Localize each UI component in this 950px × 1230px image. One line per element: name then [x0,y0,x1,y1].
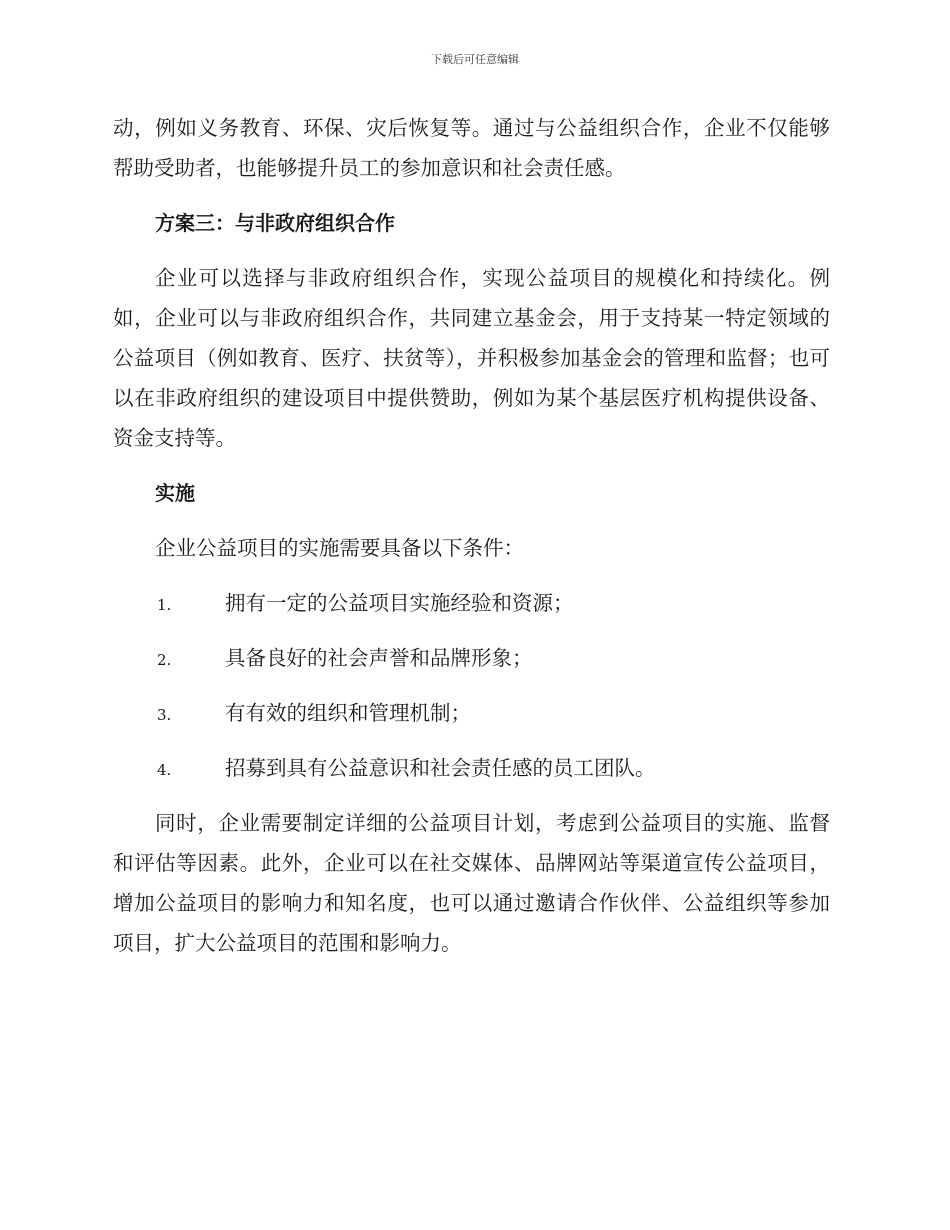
conditions-list [113,583,830,803]
list-item-number: 1. [157,596,172,614]
list-item-number: 4. [157,761,172,779]
list-item [113,583,830,638]
list-item-text: 招募到具有公益意识和社会责任感的员工团队。 [225,756,656,780]
list-item-number: 3. [157,706,172,724]
list-item-text: 具备良好的社会声誉和品牌形象； [225,646,533,670]
paragraph-plan-three: 企业可以选择与非政府组织合作，实现公益项目的规模化和持续化。例如，企业可以与非政府组织合作，共同建立基金会，用于支持某一特定领域的公益项目（例如教育、医疗、扶贫等），并积极参加基金会的管理和监督；也可以在非政府组织的建设项目中提供赞助，例如为某个基层医疗机构提供设备、资金支持等。 [113,266,830,450]
section-heading-implementation: 实施 [155,481,195,505]
paragraph-conditions-intro: 企业公益项目的实施需要具备以下条件： [155,536,524,560]
page-header: 下载后可任意编辑 [431,53,519,66]
list-item-text: 拥有一定的公益项目实施经验和资源； [225,591,574,615]
paragraph-closing: 同时，企业需要制定详细的公益项目计划，考虑到公益项目的实施、监督和评估等因素。此外，企业可以在社交媒体、品牌网站等渠道宣传公益项目，增加公益项目的影响力和知名度，也可以通过邀请合作伙伴、公益组织等参加项目，扩大公益项目的范围和影响力。 [113,811,830,955]
list-item-text: 有有效的组织和管理机制； [225,701,471,725]
list-item-number: 2. [157,651,172,669]
page-content [113,108,830,963]
section-heading-plan-three: 方案三：与非政府组织合作 [155,211,395,235]
list-item [113,693,830,748]
list-item [113,748,830,803]
paragraph-continuation: 动，例如义务教育、环保、灾后恢复等。通过与公益组织合作，企业不仅能够帮助受助者，也能够提升员工的参加意识和社会责任感。 [113,116,830,180]
list-item [113,638,830,693]
